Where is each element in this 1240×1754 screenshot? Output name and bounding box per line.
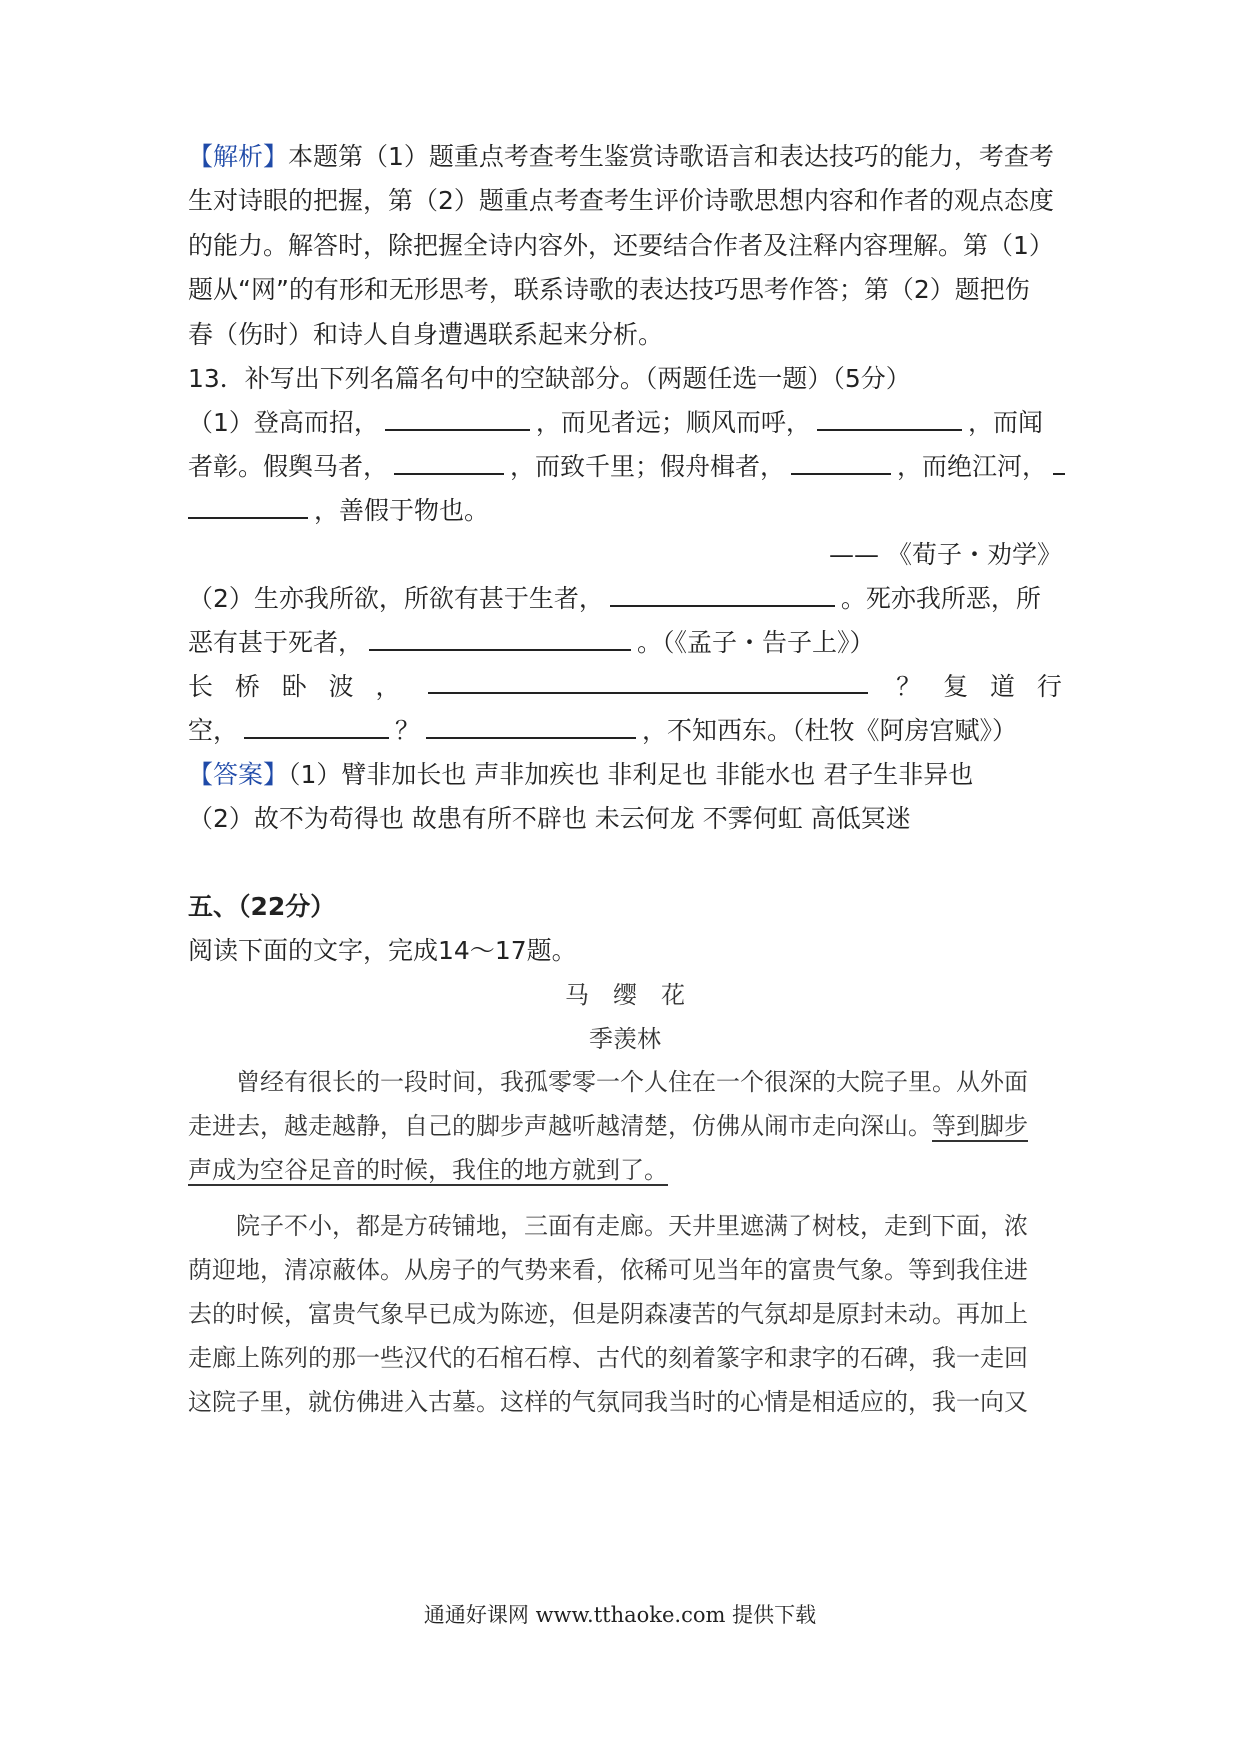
article-title: 马 缨 花 — [565, 981, 685, 1009]
article-author: 季羡林 — [589, 1025, 661, 1053]
q13-p2-line-3 — [188, 670, 1062, 704]
answer-line-2: （2）故不为苟得也 故患有所不辟也 未云何龙 不霁何虹 高低冥迷 — [188, 804, 911, 833]
answer-blank[interactable] — [791, 451, 891, 475]
para2-line-1: 院子不小，都是方砖铺地，三面有走廊。天井里遮满了树枝，走到下面，浓 — [236, 1212, 1028, 1240]
answer-line-1 — [188, 758, 1062, 792]
text: ，而绝江河， — [897, 452, 1048, 481]
q13-p2-line-4 — [188, 714, 1062, 748]
q13-p1-line-2 — [188, 450, 1062, 484]
answer-blank[interactable] — [385, 407, 530, 431]
q13-p1-line-1 — [188, 406, 1062, 440]
underlined-text: 声成为空谷足音的时候，我住的地方就到了。 — [188, 1156, 668, 1184]
text: ？ — [896, 672, 922, 701]
q13-p2-line-2 — [188, 626, 1062, 660]
text: 恶有甚于死者， — [188, 628, 364, 657]
text: 行 — [1036, 672, 1062, 701]
text: 卧 — [281, 672, 307, 701]
answer-blank[interactable] — [369, 627, 631, 651]
text: ，而致千里；假舟楫者， — [510, 452, 786, 481]
text: ，而闻 — [967, 408, 1043, 437]
para2-line-2: 荫迎地，清凉蔽体。从房子的气势来看，依稀可见当年的富贵气象。等到我住进 — [188, 1256, 1028, 1284]
text: ，善假于物也。 — [314, 496, 490, 525]
text: ？ — [395, 716, 421, 745]
answer-blank[interactable] — [610, 583, 835, 607]
para2-line-5: 这院子里，就仿佛进入古墓。这样的气氛同我当时的心情是相适应的，我一向又 — [188, 1388, 1028, 1416]
answer-blank[interactable] — [394, 451, 504, 475]
text: 桥 — [234, 672, 260, 701]
q13-p2-line-1 — [188, 582, 1062, 616]
analysis-line-1 — [188, 140, 1062, 174]
text: （1）臂非加长也 声非加疾也 非利足也 非能水也 君子生非异也 — [288, 760, 974, 789]
answer-blank[interactable] — [817, 407, 962, 431]
para1-line-3 — [188, 1153, 1062, 1187]
text: 。死亦我所恶，所 — [840, 584, 1041, 613]
answer-blank[interactable] — [188, 495, 308, 519]
answer-blank[interactable] — [426, 715, 636, 739]
answer-tag: 【答案】 — [188, 760, 289, 789]
analysis-line-4: 题从“网”的有形和无形思考，联系诗歌的表达技巧思考作答；第（2）题把伤 — [188, 275, 1030, 304]
analysis-line-3: 的能力。解答时，除把握全诗内容外，还要结合作者及注释内容理解。第（1） — [188, 231, 1054, 260]
para2-line-4: 走廊上陈列的那一些汉代的石棺石椁、古代的刻着篆字和隶字的石碑，我一走回 — [188, 1344, 1028, 1372]
analysis-line-2: 生对诗眼的把握，第（2）题重点考查考生评价诗歌思想内容和作者的观点态度 — [188, 186, 1054, 215]
text: ，不知西东。（杜牧《阿房宫赋》） — [642, 716, 1018, 745]
text: 复 — [943, 672, 969, 701]
page-footer: 通通好课网 www.tthaoke.com 提供下载 — [423, 1603, 817, 1627]
section-instruction: 阅读下面的文字，完成14～17题。 — [188, 936, 577, 965]
para1-line-2 — [188, 1109, 1062, 1143]
text: （1）登高而招， — [188, 408, 379, 437]
text: 波 — [328, 672, 354, 701]
answer-blank[interactable] — [1053, 451, 1065, 475]
q13-p1-line-3 — [188, 494, 1062, 528]
text: ， — [375, 672, 401, 701]
para1-line-1: 曾经有很长的一段时间，我孤零零一个人住在一个很深的大院子里。从外面 — [236, 1068, 1028, 1096]
underlined-text: 等到脚步 — [932, 1112, 1028, 1140]
text: 空， — [188, 716, 239, 745]
analysis-tag: 【解析】 — [188, 142, 289, 171]
q13-p1-source: —— 《荀子・劝学》 — [829, 540, 1062, 569]
para2-line-3: 去的时候，富贵气象早已成为陈迹，但是阴森凄苦的气氛却是原封未动。再加上 — [188, 1300, 1028, 1328]
text: （2）生亦我所欲，所欲有甚于生者， — [188, 584, 604, 613]
answer-blank[interactable] — [428, 670, 868, 694]
text: 者彰。假舆马者， — [188, 452, 389, 481]
text: 走进去，越走越静，自己的脚步声越听越清楚，仿佛从闹市走向深山。 — [188, 1112, 932, 1140]
question-13-stem: 13．补写出下列名篇名句中的空缺部分。（两题任选一题）（5分） — [188, 364, 911, 393]
answer-blank[interactable] — [244, 715, 389, 739]
analysis-line-5: 春（伤时）和诗人自身遭遇联系起来分析。 — [188, 320, 664, 349]
analysis-text: 本题第（1）题重点考查考生鉴赏诗歌语言和表达技巧的能力，考查考 — [288, 142, 1054, 171]
text: 长 — [188, 672, 214, 701]
text: ，而见者远；顺风而呼， — [535, 408, 811, 437]
text: 。（《孟子・告子上》） — [637, 628, 875, 657]
section-heading: 五、（22分） — [188, 892, 336, 921]
text: 道 — [989, 672, 1015, 701]
